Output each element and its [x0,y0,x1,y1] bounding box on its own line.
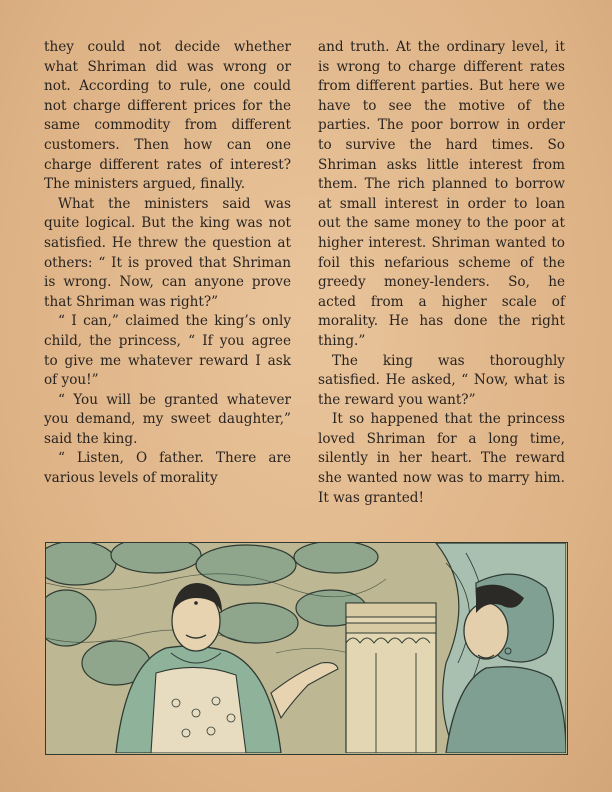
paragraph: they could not decide whether what Shriman did was wrong or not. According to rule, one could not charge different prices for the same commodity from different customers. Then how can one charge different rates of interest? The ministers argued, finally. [44,39,291,193]
right-text-column [318,38,565,508]
left-text-column [44,38,291,489]
illustration-drawing [46,543,566,753]
paragraph: “ You will be granted whatever you demand, my sweet daughter,” said the king. [44,391,291,447]
paragraph: and truth. At the ordinary level, it is wrong to charge different rates from different parties. But here we have to see the motive of the parties. The poor borrow in order to survive the hard times. So Shriman asks little interest from them. The rich planned to borrow at small interest in order to loan out the same money to the poor at higher interest. Shriman wanted to foil this nefarious scheme of the greedy money-lenders. So, he acted from a higher scale of morality. He has done the right thing.” [318,39,565,349]
paragraph: It so happened that the princess loved Shriman for a long time, silently in her heart. The reward she wanted now was to marry him. It was granted! [318,411,565,506]
story-illustration [45,542,568,755]
paragraph: The king was thoroughly satisfied. He asked, “ Now, what is the reward you want?” [318,352,565,408]
paragraph: What the ministers said was quite logical. But the king was not satisfied. He threw the question at others: “ It is proved that Shriman is wrong. Now, can anyone prove that Shriman was right?” [44,195,291,310]
paragraph: “ Listen, O father. There are various levels of morality [44,450,291,487]
paragraph: “ I can,” claimed the king’s only child, the princess, “ If you agree to give me whatever reward I ask of you!” [44,313,291,389]
